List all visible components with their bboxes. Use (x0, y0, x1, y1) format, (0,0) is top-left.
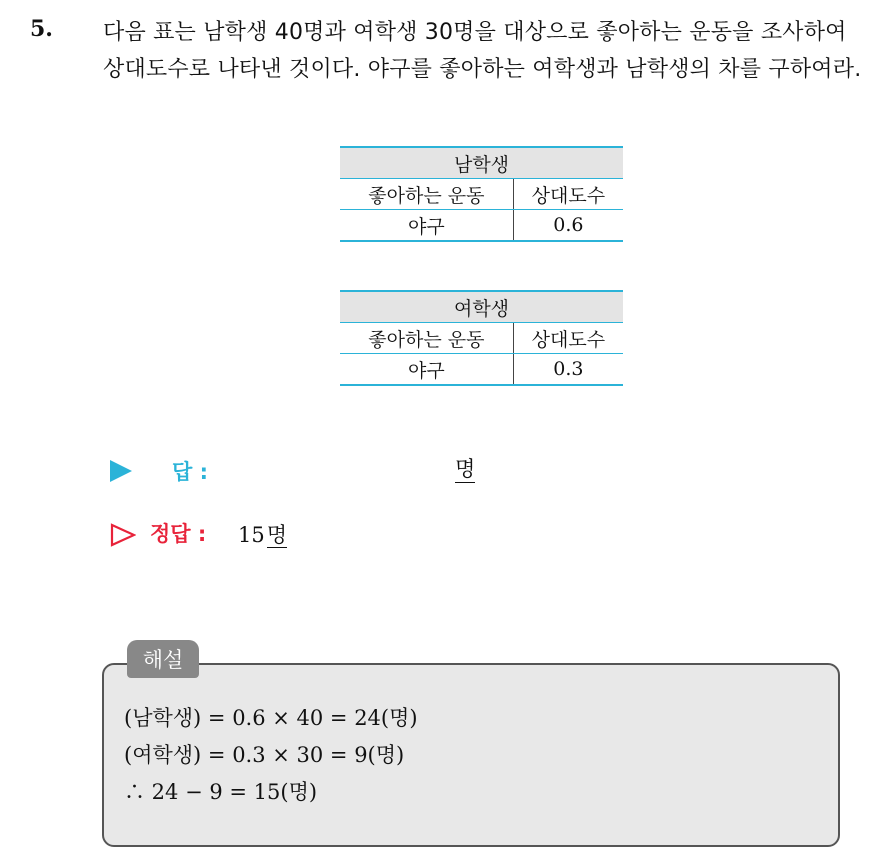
answer-label: 답 : (172, 460, 208, 484)
explanation-line: ∴ 24 − 9 = 15(명) (124, 780, 318, 804)
question-number: 5. (30, 16, 53, 42)
explanation-tab: 해설 (127, 640, 199, 678)
triangle-right-icon (110, 460, 132, 482)
correct-answer-unit: 명 (266, 523, 288, 547)
explanation-line: (여학생) = 0.3 × 30 = 9(명) (124, 743, 405, 767)
table-title: 여학생 (340, 291, 623, 323)
cell-sport: 야구 (340, 210, 513, 242)
correct-answer-label: 정답 : (150, 522, 207, 546)
correct-answer-value (238, 519, 287, 549)
column-header-frequency: 상대도수 (513, 179, 623, 210)
female-frequency-table (340, 290, 623, 386)
answer-unit: 명 (455, 457, 476, 481)
male-frequency-table (340, 146, 623, 242)
cell-frequency: 0.6 (513, 210, 623, 242)
column-header-sport: 좋아하는 운동 (340, 179, 513, 210)
cell-frequency: 0.3 (513, 354, 623, 386)
cell-sport: 야구 (340, 354, 513, 386)
explanation-line: (남학생) = 0.6 × 40 = 24(명) (124, 706, 418, 730)
question-text: 다음 표는 남학생 40명과 여학생 30명을 대상으로 좋아하는 운동을 조사하여 상대도수로 나타낸 것이다. 야구를 좋아하는 여학생과 남학생의 차를 구하여라. (103, 20, 862, 82)
table-title: 남학생 (340, 147, 623, 179)
triangle-outline-icon (110, 523, 136, 547)
correct-answer-number: 15 (238, 523, 265, 547)
column-header-frequency: 상대도수 (513, 323, 623, 354)
column-header-sport: 좋아하는 운동 (340, 323, 513, 354)
explanation-lines (124, 700, 418, 811)
